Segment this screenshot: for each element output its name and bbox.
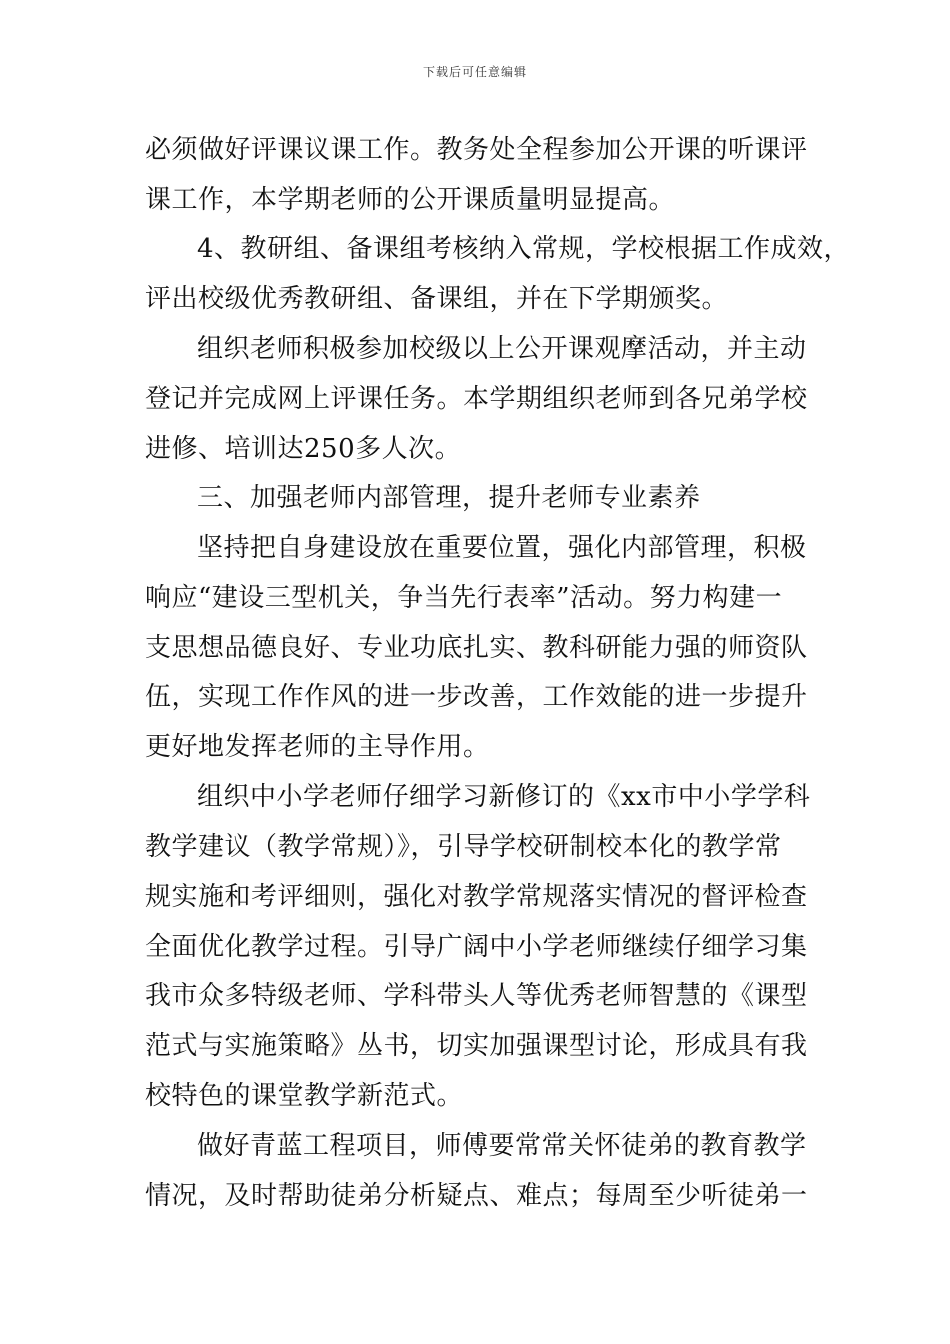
text-line: 组织老师积极参加校级以上公开课观摩活动，并主动: [197, 334, 807, 364]
text-line: 支思想品德良好、专业功底扎实、教科研能力强的师资队: [145, 633, 808, 663]
text-line: 情况，及时帮助徒弟分析疑点、难点；每周至少听徒弟一: [145, 1181, 808, 1211]
text-line: 伍，实现工作作风的进一步改善，工作效能的进一步提升: [145, 682, 808, 712]
text-line: 必须做好评课议课工作。教务处全程参加公开课的听课评: [145, 135, 808, 165]
text-line: 课工作，本学期老师的公开课质量明显提高。: [145, 185, 676, 215]
text-line: 更好地发挥老师的主导作用。: [145, 732, 490, 762]
text-line: 教学建议（教学常规）》，引导学校研制校本化的教学常: [145, 832, 782, 862]
text-line: 校特色的课堂教学新范式。: [145, 1081, 464, 1111]
text-line: 评出校级优秀教研组、备课组，并在下学期颁奖。: [145, 284, 729, 314]
text-line: 做好青蓝工程项目，师傅要常常关怀徒弟的教育教学: [197, 1131, 807, 1161]
text-line: 全面优化教学过程。引导广阔中小学老师继续仔细学习集: [145, 932, 808, 962]
text-line: 范式与实施策略》丛书，切实加强课型讨论，形成具有我: [145, 1031, 808, 1061]
text-line: 规实施和考评细则，强化对教学常规落实情况的督评检查: [145, 882, 808, 912]
text-line: 我市众多特级老师、学科带头人等优秀老师智慧的《课型: [145, 981, 808, 1011]
text-line: 登记并完成网上评课任务。本学期组织老师到各兄弟学校: [145, 384, 808, 414]
text-line: 4、教研组、备课组考核纳入常规，学校根据工作成效，: [197, 234, 851, 264]
text-line: 三、加强老师内部管理，提升老师专业素养: [197, 483, 701, 513]
text-line: 进修、培训达250多人次。: [145, 434, 462, 464]
page-header: 下载后可任意编辑: [422, 65, 527, 79]
text-line: 响应“建设三型机关，争当先行表率”活动。努力构建一: [145, 583, 783, 613]
text-line: 组织中小学老师仔细学习新修订的《xx市中小学学科: [197, 782, 811, 812]
text-line: 坚持把自身建设放在重要位置，强化内部管理，积极: [197, 533, 807, 563]
